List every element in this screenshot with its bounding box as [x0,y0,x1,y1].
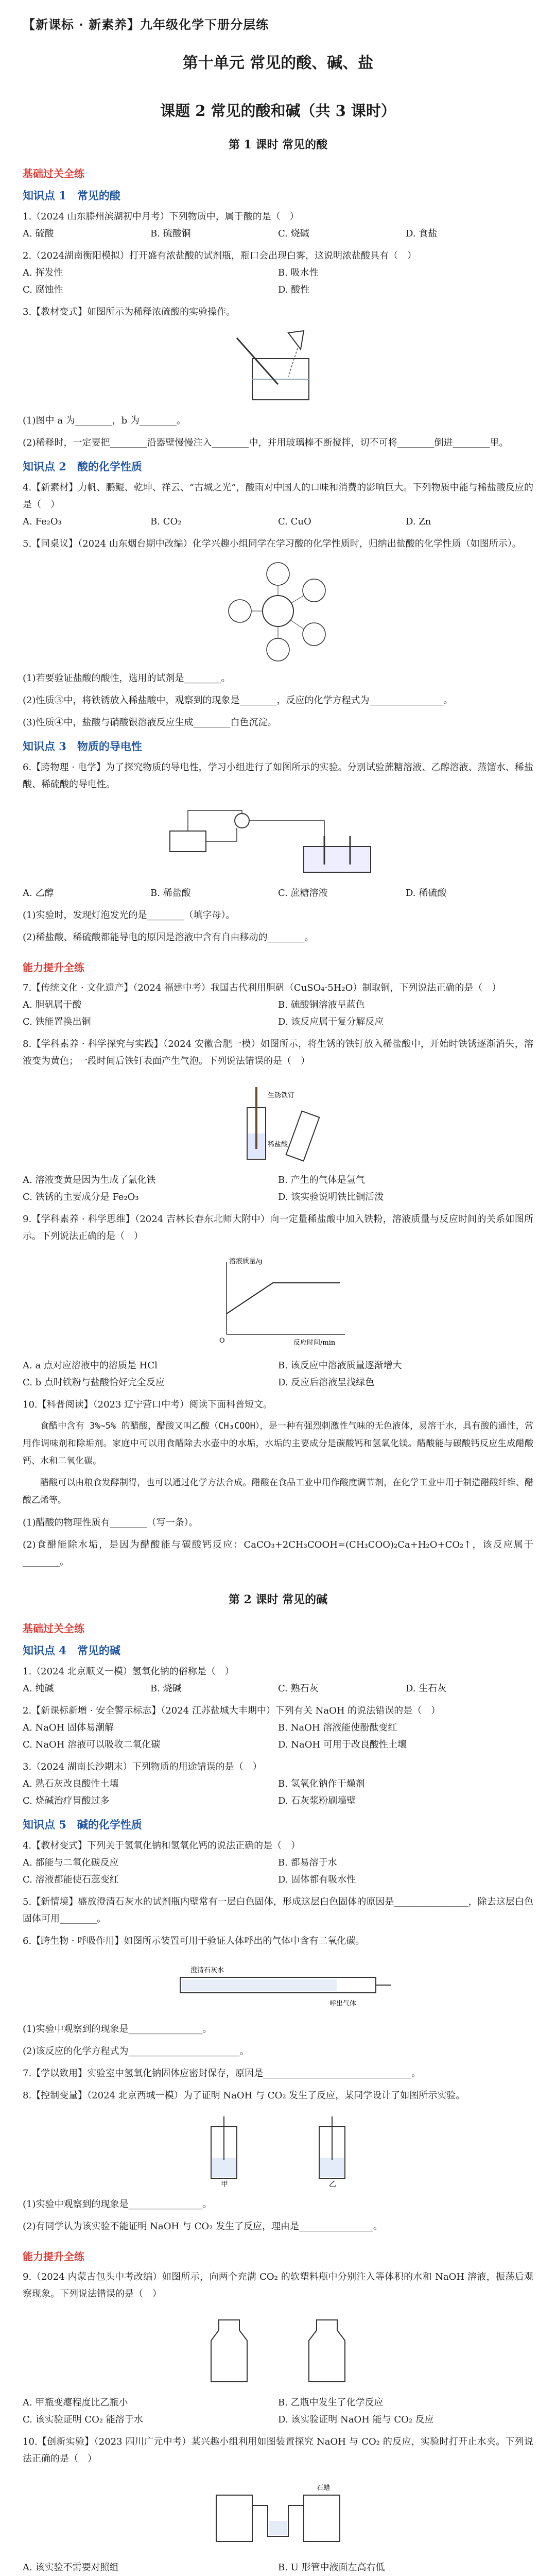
nail-figure [216,1077,340,1164]
section-ability-2: 能力提升全练 [23,2250,84,2263]
option[interactable]: A. 甲瓶变瘪程度比乙瓶小 [23,2397,128,2408]
options-q6 [23,885,533,902]
question-1: 1.（2024 山东滕州滨湖初中月考）下列物质中，属于酸的是（ ） [23,211,299,222]
option[interactable]: A. 都能与二氧化碳反应 [23,1857,119,1868]
l2-question-5: 5.【新情境】盛放澄清石灰水的试剂瓶内壁常有一层白色固体，形成这层白色固体的原因是________________，除去这层白色固体可用________。 [23,1896,533,1924]
co2-naoh-figures [23,2111,533,2189]
option[interactable]: C. 溶液都能使石蕊变红 [23,1874,119,1885]
acid-label: 稀盐酸 [268,1141,288,1148]
option[interactable]: C. 蔗糖溶液 [278,888,328,899]
option[interactable]: D. Zn [406,516,431,527]
l2-question-8b: (2)有同学认为该实验不能证明 NaOH 与 CO₂ 发生了反应，理由是________________。 [23,2221,383,2232]
option[interactable]: A. 纯碱 [23,1683,54,1694]
question-10: 10.【科普阅读】（2023 辽宁营口中考）阅读下面科普短文。 [23,1399,273,1410]
option[interactable]: A. 该实验不需要对照组 [23,2562,119,2573]
option[interactable]: A. 胆矾属于酸 [23,999,82,1010]
option[interactable]: C. 该实验证明 CO₂ 能溶于水 [23,2414,143,2425]
option[interactable]: D. 食盐 [406,228,438,239]
l2-options-q1 [23,1680,533,1697]
kp-5: 知识点 5 碱的化学性质 [23,1818,142,1831]
series-title: 【新课标 · 新素养】九年级化学下册分层练 [23,17,269,32]
option[interactable]: D. 该反应属于复分解反应 [278,1016,384,1027]
option[interactable]: A. 挥发性 [23,267,63,278]
option[interactable]: A. 熟石灰改良酸性土壤 [23,1778,119,1789]
option[interactable]: D. 稀硫酸 [406,888,447,899]
conductivity-figure [160,800,396,877]
option[interactable]: B. 硫酸铜溶液呈蓝色 [278,999,365,1010]
question-5: 5.【同桌议】（2024 山东烟台期中改编）化学兴趣小组同学在学习酸的化学性质时，归纳出盐酸的化学性质（如图所示）。 [23,538,522,549]
option[interactable]: C. 铁能置换出铜 [23,1016,91,1027]
question-10b: (2)食醋能除水垢，是因为醋酸能与碳酸钙反应：CaCO₃+2CH₃COOH=(CH₃COO)₂Ca+H₂O+CO₂↑，该反应属于________。 [23,1539,533,1567]
question-5b: (2)性质③中，将铁锈放入稀盐酸中，观察到的现象是________，反应的化学方程式为________________。 [23,695,453,706]
limewater-label: 澄清石灰水 [190,1967,224,1974]
question-5c: (3)性质④中，盐酸与硝酸银溶液反应生成________白色沉淀。 [23,717,277,728]
option[interactable]: A. 乙醇 [23,888,54,899]
lesson-title-2: 第 2 课时 常见的碱 [228,1593,328,1606]
option[interactable]: A. 硫酸 [23,228,54,239]
l2-options-q3 [23,1775,533,1809]
mass-time-graph [201,1252,355,1350]
question-6b: (2)稀盐酸、稀硫酸都能导电的原因是溶液中含有自由移动的________。 [23,932,314,943]
x-axis-label: 反应时间/min [293,1339,336,1347]
flask-a [188,2111,260,2189]
flask-a-label: 甲 [221,2180,228,2189]
option[interactable]: B. 稀盐酸 [150,888,191,899]
option[interactable]: A. Fe₂O₃ [23,516,62,527]
question-3b: (2)稀释时，一定要把________沿器壁慢慢注入________中，并用玻璃棒不断搅拌，切不可将________倒进________里。 [23,437,509,448]
option[interactable]: B. NaOH 溶液能使酚酞变红 [278,1722,397,1733]
options-q7 [23,996,533,1030]
question-6: 6.【跨物理 · 电学】为了探究物质的导电性，学习小组进行了如图所示的实验。分别试验蔗糖溶液、乙醇溶液、蒸馏水、稀盐酸、稀硫酸的导电性。 [23,762,533,790]
option[interactable]: C. 熟石灰 [278,1683,319,1694]
section-ability: 能力提升全练 [23,961,84,974]
options-q9 [23,1357,533,1391]
l2-question-8a: (1)实验中观察到的现象是________________。 [23,2199,212,2210]
option[interactable]: C. 腐蚀性 [23,284,63,295]
question-5a: (1)若要验证盐酸的酸性，选用的试剂是________。 [23,673,231,684]
option[interactable]: D. 反应后溶液呈浅绿色 [278,1377,375,1388]
passage-p2: 醋酸可以由粮食发酵制得，也可以通过化学方法合成。醋酸在食品工业中用作酸度调节剂，在化学工业中用于制造醋酸纤维、醋酸乙烯等。 [23,1478,533,1505]
l2-question-4: 4.【教材变式】下列关于氢氧化钠和氢氧化钙的说法正确的是（ ） [23,1840,301,1851]
l2-question-9: 9.（2024 内蒙古包头中考改编）如图所示，向两个充满 CO₂ 的软塑料瓶中分别注入等体积的水和 NaOH 溶液，振荡后观察现象。下列说法错误的是（ ） [23,2272,533,2299]
l2-question-2: 2.【新课标新增 · 安全警示标志】（2024 江苏盐城大丰期中）下列有关 NaOH 的说法错误的是（ ） [23,1705,441,1716]
question-3: 3.【教材变式】如图所示为稀释浓硫酸的实验操作。 [23,307,236,317]
option[interactable]: D. 石灰浆粉刷墙壁 [278,1795,356,1806]
l2-question-6: 6.【跨生物 · 呼吸作用】如图所示装置可用于验证人体呼出的气体中含有二氧化碳。 [23,1936,365,1946]
kp-4: 知识点 4 常见的碱 [23,1644,120,1657]
section-basic-2: 基础过关全练 [23,1622,84,1635]
option[interactable]: B. 吸水性 [278,267,319,278]
option[interactable]: D. 该实验说明铁比铜活泼 [278,1192,384,1202]
kp-3: 知识点 3 物质的导电性 [23,740,142,753]
option[interactable]: C. NaOH 溶液可以吸收二氧化碳 [23,1739,161,1750]
option[interactable]: B. CO₂ [150,516,182,527]
l2-question-10: 10.【创新实验】（2023 四川广元中考）某兴趣小组利用如图装置探究 NaOH 与 CO₂ 的反应，实验时打开止水夹。下列说法正确的是（ ） [23,2436,533,2464]
option[interactable]: A. NaOH 固体易潮解 [23,1722,114,1733]
kp-2: 知识点 2 酸的化学性质 [23,460,142,473]
option[interactable]: B. 氢氧化钠作干燥剂 [278,1778,365,1789]
option[interactable]: A. a 点对应溶液中的溶质是 HCl [23,1360,158,1371]
l2-question-8: 8.【控制变量】（2024 北京西城一模）为了证明 NaOH 与 CO₂ 发生了反应，某同学设计了如图所示实验。 [23,2090,465,2101]
question-6a: (1)实验时，发现灯泡发光的是________（填字母）。 [23,910,235,921]
mass-curve [227,1283,340,1314]
l2-question-7: 7.【学以致用】实验室中氢氧化钠固体应密封保存，原因是________________________________。 [23,2068,421,2079]
kp-1: 知识点 1 常见的酸 [23,189,120,202]
l2-question-6b: (2)该反应的化学方程式为________________________。 [23,2046,249,2057]
option[interactable]: B. 烧碱 [150,1683,182,1694]
l2-options-q10 [23,2559,533,2576]
flask-b [296,2111,368,2189]
question-7: 7.【传统文化 · 文化遗产】（2024 福建中考）我国古代利用胆矾（CuSO₄·5H₂O）制取铜，下列说法正确的是（ ） [23,982,501,993]
u-tube-figure [196,2475,360,2552]
question-2: 2.（2024湖南衡阳模拟）打开盛有浓盐酸的试剂瓶，瓶口会出现白雾，这说明浓盐酸具有（ ） [23,250,416,261]
option[interactable]: B. 都易溶于水 [278,1857,337,1868]
nail-label: 生锈铁钉 [268,1092,295,1099]
l2-options-q4 [23,1854,533,1888]
breath-figure [160,1957,396,2013]
option[interactable]: C. 烧碱 [278,228,309,239]
l2-question-1: 1.（2024 北京顺义一模）氢氧化钠的俗称是（ ） [23,1666,234,1677]
question-10a: (1)醋酸的物理性质有________（写一条）。 [23,1517,198,1528]
option[interactable]: C. 烧碱治疗胃酸过多 [23,1795,110,1806]
passage-p1: 食醋中含有 3%~5% 的醋酸，醋酸又叫乙酸（CH₃COOH），是一种有强烈刺激性气味的无色液体，易溶于水，具有酸的通性，常用作调味剂和除垢剂。家庭中可以用食醋除去水壶中的水垢，水垢的主要成分是碳酸钙和氢氧化镁。醋酸能与碳酸钙反应生成醋酸钙、水和二氧化碳。 [23,1421,533,1466]
option[interactable]: B. 硫酸铜 [150,228,191,239]
options-q2 [23,264,533,298]
bottle-figures [23,2310,533,2387]
acid-properties-figure [190,560,366,663]
option[interactable]: D. 酸性 [278,284,310,295]
wax-label: 石蜡 [317,2484,331,2492]
bottle-b [296,2310,358,2387]
dilution-figure [216,328,340,405]
option[interactable]: C. CuO [278,516,311,527]
l2-question-3: 3.（2024 湖南长沙期末）下列物质的用途错误的是（ ） [23,1761,262,1772]
options-q4 [23,513,533,530]
l2-question-6a: (1)实验中观察到的现象是________________。 [23,2024,212,2035]
question-4: 4.【新素材】力帆、鹏鲲、乾坤、祥云、“古城之光”，酸雨对中国人的口味和消费的影响巨大。下列物质中能与稀盐酸反应的是（ ） [23,482,533,510]
l2-options-q9 [23,2394,533,2428]
option[interactable]: B. 乙瓶中发生了化学反应 [278,2397,384,2408]
option[interactable]: D. 该实验证明 NaOH 能与 CO₂ 反应 [278,2414,434,2425]
l2-options-q2 [23,1719,533,1753]
option[interactable]: B. 该反应中溶液质量逐渐增大 [278,1360,402,1371]
topic-title: 课题 2 常见的酸和碱（共 3 课时） [160,102,396,120]
option[interactable]: B. 产生的气体是氢气 [278,1175,365,1185]
option[interactable]: C. b 点时铁粉与盐酸恰好完全反应 [23,1377,165,1388]
unit-title: 第十单元 常见的酸、碱、盐 [182,54,374,72]
option[interactable]: D. 生石灰 [406,1683,447,1694]
flask-b-label: 乙 [329,2180,336,2189]
bottle-a [198,2310,260,2387]
question-3a: (1)图中 a 为________，b 为________。 [23,415,186,426]
question-8: 8.【学科素养 · 科学探究与实践】（2024 安徽合肥一模）如图所示，将生锈的铁钉放入稀盐酸中，开始时铁锈逐渐消失，溶液变为黄色；一段时间后铁钉表面产生气泡。下列说法错误的是（ ） [23,1039,533,1066]
y-axis-label: 溶液质量/g [229,1258,263,1265]
breath-label: 呼出气体 [329,2000,357,2008]
option[interactable]: D. 固体都有吸水性 [278,1874,356,1885]
option[interactable]: B. U 形管中液面左高右低 [278,2562,385,2573]
option[interactable]: C. 铁锈的主要成分是 Fe₂O₃ [23,1192,139,1202]
option[interactable]: D. NaOH 可用于改良酸性土壤 [278,1739,407,1750]
options-q8 [23,1172,533,1206]
option[interactable]: A. 溶液变黄是因为生成了氯化铁 [23,1175,156,1185]
question-9: 9.【学科素养 · 科学思维】（2024 吉林长春东北师大附中）向一定量稀盐酸中加入铁粉，溶液质量与反应时间的关系如图所示。下列说法正确的是（ ） [23,1214,533,1242]
options-q1 [23,225,533,242]
lesson-title-1: 第 1 课时 常见的酸 [228,138,328,151]
origin-label: O [219,1337,225,1345]
section-basic: 基础过关全练 [23,167,84,180]
